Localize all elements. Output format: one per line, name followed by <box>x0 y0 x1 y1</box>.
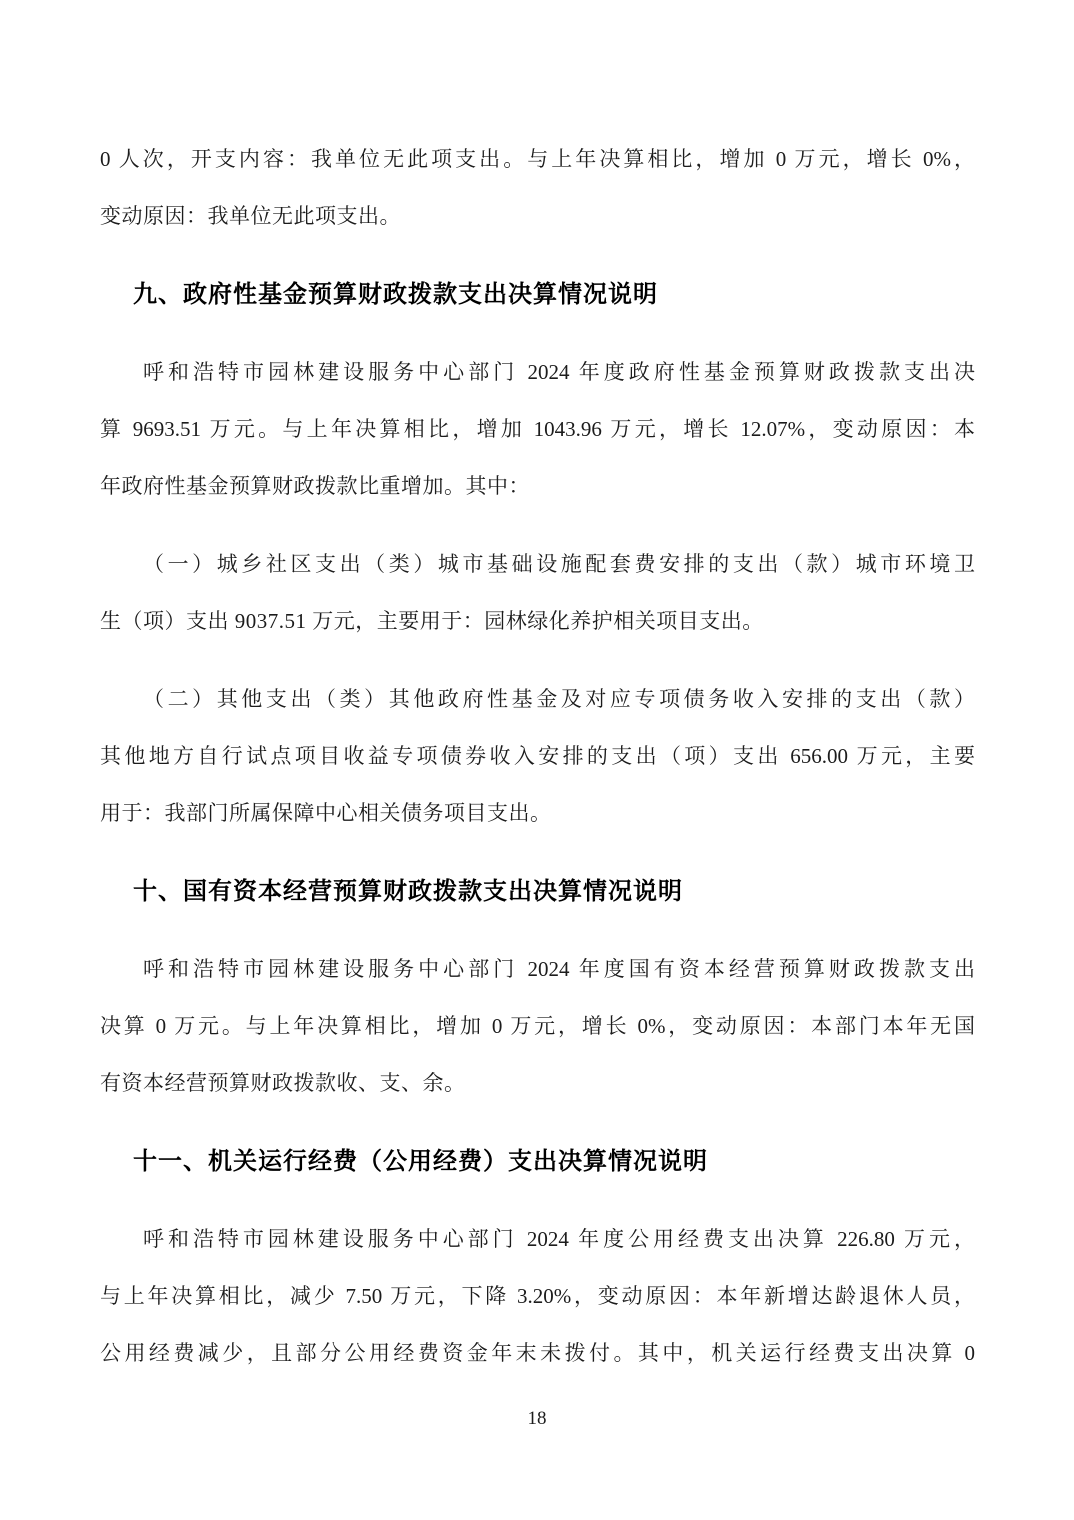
page-footer <box>0 1408 1074 1430</box>
page-number: 18 <box>527 1408 547 1429</box>
text-line: 呼和浩特市园林建设服务中心部门 2024 年度政府性基金预算财政拨款支出决 <box>143 360 975 384</box>
section-heading-11: 十一、机关运行经费（公用经费）支出决算情况说明 <box>133 1148 708 1175</box>
text-line: （二）其他支出（类）其他政府性基金及对应专项债务收入安排的支出（款） <box>143 687 975 711</box>
text-line: 用于：我部门所属保障中心相关债务项目支出。 <box>100 801 552 825</box>
paragraph <box>100 536 975 650</box>
text-line: 0 人次，开支内容：我单位无此项支出。与上年决算相比，增加 0 万元，增长 0%， <box>100 147 975 171</box>
text-line: 与上年决算相比，减少 7.50 万元，下降 3.20%，变动原因：本年新增达龄退休人员， <box>100 1284 975 1308</box>
paragraph <box>100 344 975 515</box>
text-line: 呼和浩特市园林建设服务中心部门 2024 年度国有资本经营预算财政拨款支出 <box>143 957 975 981</box>
paragraph <box>100 131 975 245</box>
paragraph <box>100 671 975 842</box>
paragraph <box>100 941 975 1112</box>
text-line: 公用经费减少，且部分公用经费资金年末未拨付。其中，机关运行经费支出决算 0 <box>100 1341 975 1365</box>
text-line: 决算 0 万元。与上年决算相比，增加 0 万元，增长 0%，变动原因：本部门本年无国 <box>100 1014 975 1038</box>
text-line: 其他地方自行试点项目收益专项债券收入安排的支出（项）支出 656.00 万元，主要 <box>100 744 975 768</box>
text-line: （一）城乡社区支出（类）城市基础设施配套费安排的支出（款）城市环境卫 <box>143 552 975 576</box>
text-line: 有资本经营预算财政拨款收、支、余。 <box>100 1071 466 1095</box>
paragraph <box>100 1211 975 1382</box>
section-heading-10: 十、国有资本经营预算财政拨款支出决算情况说明 <box>133 878 683 905</box>
section-heading-9: 九、政府性基金预算财政拨款支出决算情况说明 <box>133 281 658 308</box>
text-line: 呼和浩特市园林建设服务中心部门 2024 年度公用经费支出决算 226.80 万元， <box>143 1227 975 1251</box>
text-line: 年政府性基金预算财政拨款比重增加。其中： <box>100 474 530 498</box>
text-line: 算 9693.51 万元。与上年决算相比，增加 1043.96 万元，增长 12.07%，变动原因：本 <box>100 417 975 441</box>
text-line: 变动原因：我单位无此项支出。 <box>100 204 401 228</box>
text-line: 生（项）支出 9037.51 万元，主要用于：园林绿化养护相关项目支出。 <box>100 609 764 633</box>
